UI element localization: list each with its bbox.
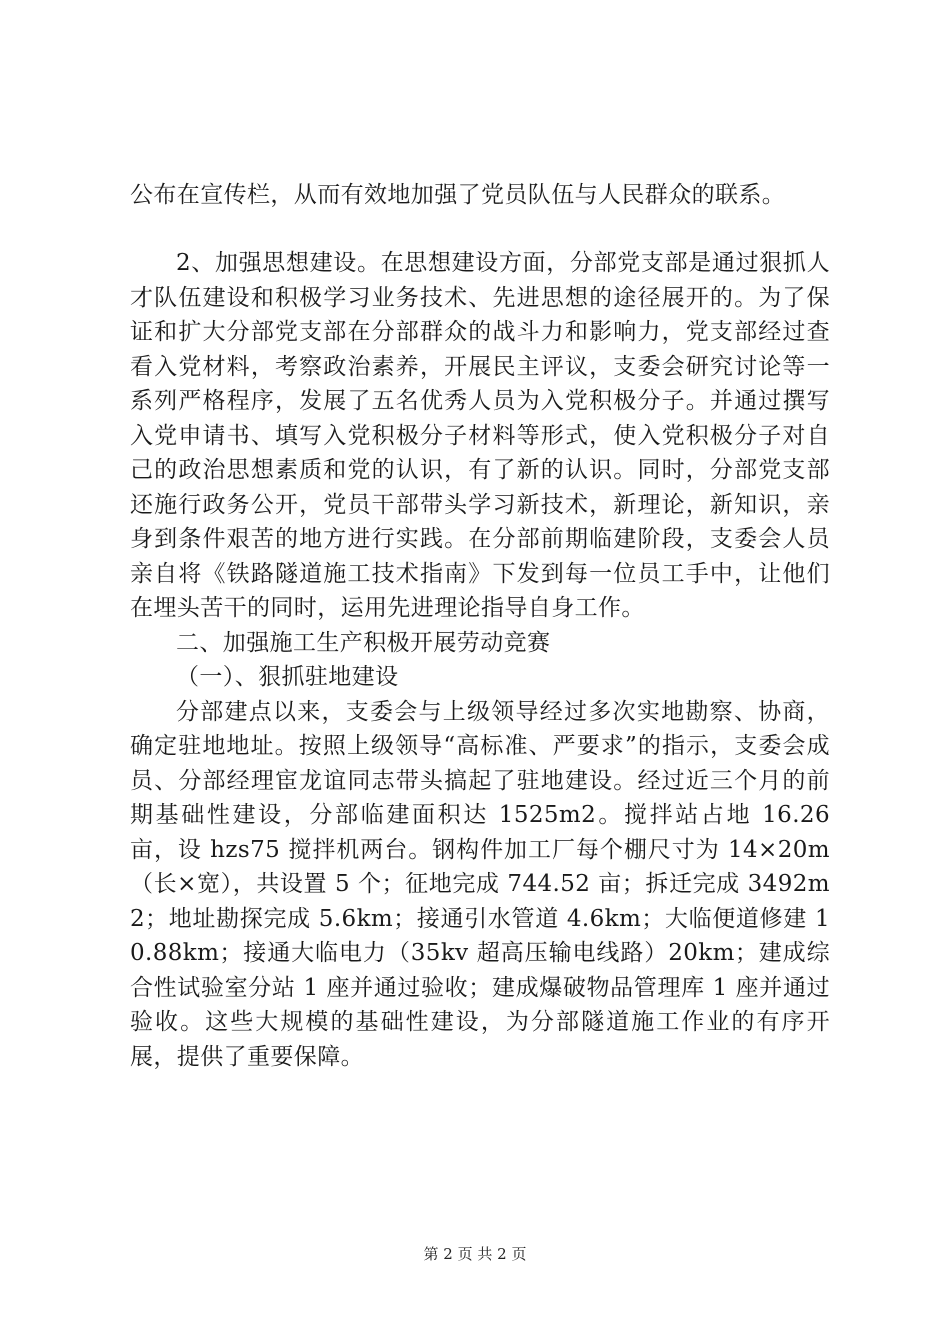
paragraph-site-construction: 分部建点以来，支委会与上级领导经过多次实地勘察、协商，确定驻地地址。按照上级领导“高标准、严要求”的指示，支委会成员、分部经理宦龙谊同志带头搞起了驻地建设。经过近三个月的前期基础性建设，分部临建面积达 1525m2。搅拌站占地 16.26 亩，设 hzs75 搅拌机两台。钢构件加工厂每个棚尺寸为 14×20m（长×宽），共设置 5 个；征地完成 744.52 亩；拆迁完成 3492m2；地址勘探完成 5.6km；接通引水管道 4.6km；大临便道修建 10.88km；接通大临电力（35kv 超高压输电线路）20km；建成综合性试验室分站 1 座并通过验收；建成爆破物品管理库 1 座并通过验收。这些大规模的基础性建设，为分部隧道施工作业的有序开展，提供了重要保障。 <box>130 698 830 1070</box>
paragraph-ideology-building: 2、加强思想建设。在思想建设方面，分部党支部是通过狠抓人才队伍建设和积极学习业务技术、先进思想的途径展开的。为了保证和扩大分部党支部在分部群众的战斗力和影响力，党支部经过查看入党材料，考察政治素养，开展民主评议，支委会研究讨论等一系列严格程序，发展了五名优秀人员为入党积极分子。并通过撰写入党申请书、填写入党积极分子材料等形式，使入党积极分子对自己的政治思想素质和党的认识，有了新的认识。同时，分部党支部还施行政务公开，党员干部带头学习新技术，新理论，新知识，亲身到条件艰苦的地方进行实践。在分部前期临建阶段，支委会人员亲自将《铁路隧道施工技术指南》下发到每一位员工手中，让他们在埋头苦干的同时，运用先进理论指导自身工作。 <box>130 250 830 621</box>
body-text-main <box>130 246 830 1074</box>
page-footer <box>0 1244 950 1264</box>
paragraph-continuation: 公布在宣传栏，从而有效地加强了党员队伍与人民群众的联系。 <box>130 182 786 208</box>
subsection-heading-site: （一）、狠抓驻地建设 <box>176 664 399 690</box>
body-text-top <box>130 178 830 213</box>
page-number: 第 2 页 共 2 页 <box>423 1245 527 1263</box>
section-heading-construction: 二、加强施工生产积极开展劳动竞赛 <box>176 629 551 656</box>
